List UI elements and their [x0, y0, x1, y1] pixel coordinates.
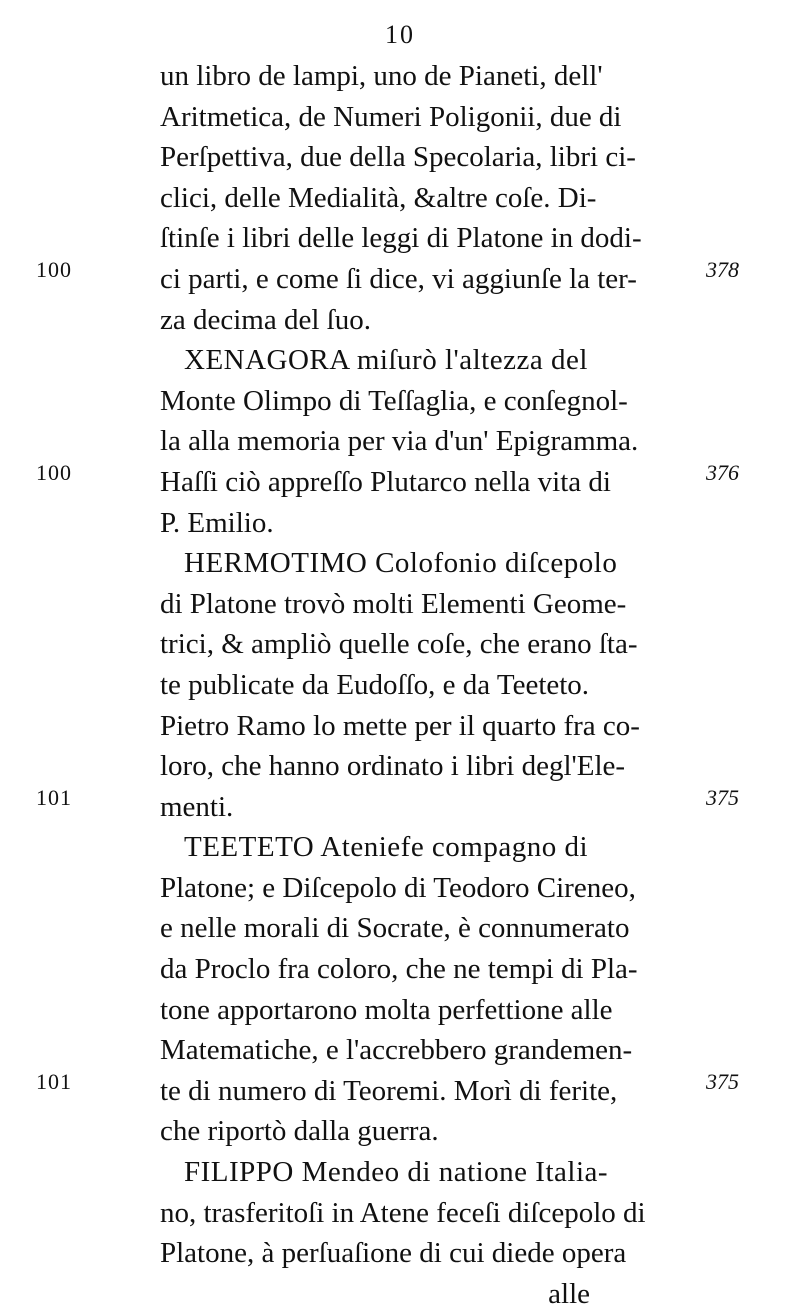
text-line: un libro de lampi, uno de Pianeti, dell': [160, 60, 603, 92]
text-line: la alla memoria per via d'un' Epigramma.: [160, 425, 639, 458]
text-line: clici, delle Medialità, &altre coſe. Di-: [160, 181, 597, 214]
text-line: Aritmetica, de Numeri Poligonii, due di: [160, 100, 622, 133]
margin-number-left: 101: [36, 785, 72, 810]
text-line: loro, che hanno ordinato i libri degl'Ele-: [160, 750, 626, 783]
text-line: no, trasferitoſi in Atene feceſi diſcepolo di: [160, 1196, 646, 1229]
margin-number-right: 376: [706, 460, 739, 485]
text-line: P. Emilio.: [160, 506, 274, 539]
text-line: Platone, à perſuaſione di cui diede opera: [160, 1237, 627, 1270]
margin-number-right: 375: [706, 785, 739, 810]
margin-number-left: 101: [36, 1069, 72, 1094]
text-line: Perſpettiva, due della Specolaria, libri ci-: [160, 141, 636, 174]
catchword: alle: [548, 1277, 590, 1310]
text-line: te di numero di Teoremi. Morì di ferite,: [160, 1074, 618, 1107]
text-line: ſtinſe i libri delle leggi di Platone in dodi-: [160, 222, 642, 255]
body-text: [160, 56, 650, 1314]
entry-heading-hermotimo: HERMOTIMO Colofonio diſcepolo: [184, 547, 618, 580]
text-line: trici, & ampliò quelle coſe, che erano ſta-: [160, 628, 638, 661]
margin-number-left: 100: [36, 257, 72, 282]
text-line: Haſſi ciò appreſſo Plutarco nella vita di: [160, 465, 611, 498]
text-line: Monte Olimpo di Teſſaglia, e conſegnol-: [160, 384, 628, 417]
margin-number-right: 375: [706, 1069, 739, 1094]
text-line: tone apportarono molta perfettione alle: [160, 993, 613, 1026]
text-line: e nelle morali di Socrate, è connumerato: [160, 912, 630, 945]
text-line: menti.: [160, 790, 234, 823]
page-number: 10: [385, 20, 415, 49]
entry-heading-filippo: FILIPPO Mendeo di natione Italia-: [184, 1156, 609, 1189]
margin-number-right: 378: [706, 257, 739, 282]
entry-heading-xenagora: XENAGORA miſurò l'altezza del: [184, 344, 588, 377]
text-line: Matematiche, e l'accrebbero grandemen-: [160, 1034, 633, 1067]
text-line: di Platone trovò molti Elementi Geome-: [160, 587, 627, 620]
text-line: che riportò dalla guerra.: [160, 1115, 439, 1148]
text-line: ci parti, e come ſi dice, vi aggiunſe la ter-: [160, 262, 637, 295]
text-line: Pietro Ramo lo mette per il quarto fra co-: [160, 709, 640, 742]
text-line: te publicate da Eudoſſo, e da Teeteto.: [160, 668, 590, 701]
text-line: da Proclo fra coloro, che ne tempi di Pla-: [160, 953, 638, 986]
margin-number-left: 100: [36, 460, 72, 485]
text-line: Platone; e Diſcepolo di Teodoro Cireneo,: [160, 871, 636, 904]
text-line: za decima del ſuo.: [160, 303, 371, 336]
entry-heading-teeteto: TEETETO Ateniefe compagno di: [184, 831, 589, 864]
